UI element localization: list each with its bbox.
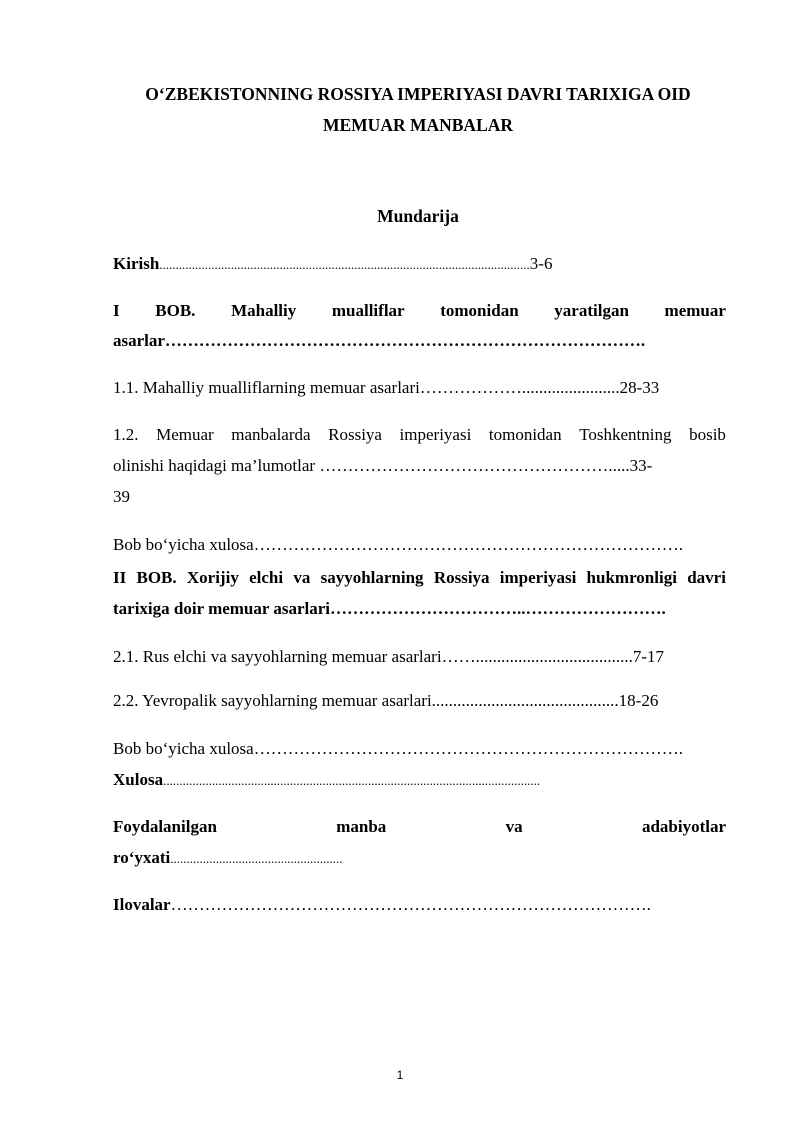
toc-chapter-1-word: Mahalliy	[231, 301, 297, 320]
toc-entry-ilovalar	[113, 892, 726, 918]
toc-section-2-2: 2.2. Yevropalik sayyohlarning memuar asarlari............................................18-26	[113, 691, 659, 710]
toc-ilovalar-label: Ilovalar	[113, 895, 171, 914]
toc-ilovalar-dots: ………………………………………………………………………….	[170, 895, 651, 914]
toc-references-line-1	[113, 814, 726, 840]
toc-section-1-2-word: 1.2.	[113, 425, 139, 444]
toc-section-1-2-word: Toshkentning	[579, 425, 672, 444]
toc-references-dots: .....................................................	[170, 851, 343, 866]
toc-chapter-2-word: davri	[687, 568, 726, 587]
toc-chapter-1-word: tomonidan	[440, 301, 519, 320]
toc-section-1-2-line-2: olinishi haqidagi ma’lumotlar …………………………………………….....33-	[113, 456, 653, 475]
toc-references-label: ro‘yxati	[113, 848, 171, 867]
toc-chapter-2-word: Rossiya	[433, 568, 490, 587]
toc-heading: Mundarija	[377, 206, 459, 226]
toc-entry-xulosa	[113, 767, 726, 794]
toc-chapter-2-word: BOB.	[136, 568, 177, 587]
toc-chapter-1-line-2: asarlar………………………………………………………………………….	[113, 331, 646, 350]
toc-references-word: Foydalanilgan	[113, 817, 217, 836]
toc-chapter-2-word: II	[113, 568, 127, 587]
toc-section-1-1: 1.1. Mahalliy mualliflarning memuar asarlari……………….......................28-33	[113, 378, 660, 397]
toc-xulosa-dots: ....................................................................................................................	[163, 773, 541, 788]
toc-section-1-2-line-1	[113, 422, 726, 448]
toc-entry-kirish	[113, 251, 726, 278]
toc-kirish-dots: ..................................................................................................................	[159, 257, 530, 272]
toc-chapter-2-word: hukmronligi	[586, 568, 677, 587]
toc-references-word: manba	[336, 817, 387, 836]
toc-chapter-1-line-1	[113, 298, 726, 324]
toc-chapter-1-word: mualliflar	[331, 301, 405, 320]
toc-section-1-2-word: tomonidan	[488, 425, 562, 444]
toc-kirish-label: Kirish	[113, 254, 160, 273]
toc-section-1-2-word: manbalarda	[231, 425, 311, 444]
title-line-1: O‘ZBEKISTONNING ROSSIYA IMPERIYASI DAVRI TARIXIGA OID	[145, 84, 691, 104]
toc-section-2-1: 2.1. Rus elchi va sayyohlarning memuar asarlari…….....................................7-17	[113, 647, 664, 666]
toc-chapter-2-word: va	[293, 568, 311, 587]
page-number: 1	[396, 1068, 404, 1082]
toc-chapter-1-word: I	[113, 301, 120, 320]
toc-section-1-2-word: Rossiya	[328, 425, 382, 444]
toc-section-1-2-word: bosib	[689, 425, 726, 444]
toc-chapter-1-word: BOB.	[155, 301, 196, 320]
toc-chapter-1-word: yaratilgan	[554, 301, 629, 320]
toc-chapter-1-summary: Bob bo‘yicha xulosa………………………………………………………………….	[113, 535, 683, 554]
toc-chapter-2-line-1	[113, 565, 726, 591]
title-line-2: MEMUAR MANBALAR	[322, 115, 514, 135]
document-title	[110, 79, 726, 141]
toc-references-word: va	[505, 817, 523, 836]
toc-references-line-2	[113, 845, 726, 872]
toc-references-word: adabiyotlar	[641, 817, 726, 836]
toc-chapter-1-word: memuar	[664, 301, 726, 320]
toc-chapter-2-word: elchi	[249, 568, 284, 587]
toc-section-1-2-word: Memuar	[156, 425, 214, 444]
toc-chapter-2-line-2: tarixiga doir memuar asarlari……………………………..…………………….	[113, 599, 666, 618]
toc-chapter-2-word: Xorijiy	[186, 568, 239, 587]
toc-chapter-2-summary: Bob bo‘yicha xulosa………………………………………………………………….	[113, 739, 683, 758]
toc-xulosa-label: Xulosa	[113, 770, 164, 789]
toc-kirish-page: 3-6	[529, 254, 553, 273]
toc-chapter-2-word: sayyohlarning	[320, 568, 424, 587]
toc-section-1-2-word: imperiyasi	[399, 425, 472, 444]
toc-chapter-2-word: imperiyasi	[499, 568, 577, 587]
toc-section-1-2-line-3: 39	[113, 487, 130, 506]
